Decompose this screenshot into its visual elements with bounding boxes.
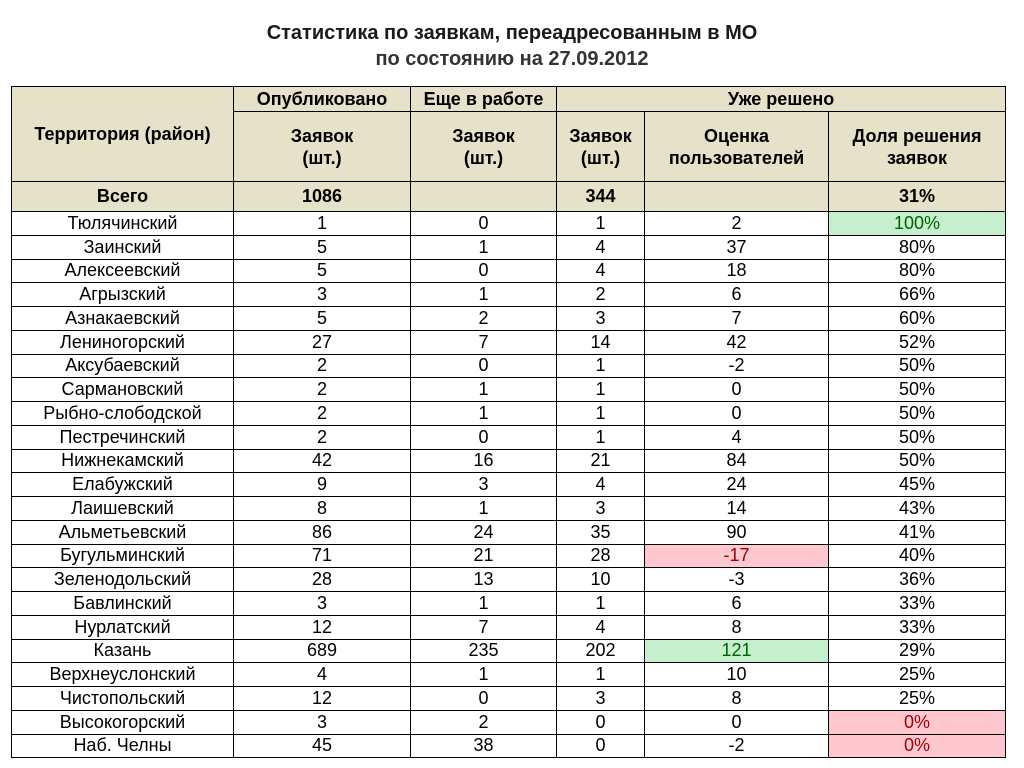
published-cell: 2: [234, 378, 411, 402]
published-cell: 27: [234, 330, 411, 354]
table-row: [12, 687, 1006, 711]
table-row: [12, 615, 1006, 639]
published-cell: 45: [234, 734, 411, 758]
solved-cell: 1: [557, 212, 645, 236]
territory-cell: Альметьевский: [12, 520, 234, 544]
solve-share-cell: 40%: [829, 544, 1006, 568]
user-rating-cell: -2: [645, 354, 829, 378]
in-progress-cell: 0: [411, 687, 557, 711]
solved-cell: 1: [557, 663, 645, 687]
in-progress-count-label: Заявок: [452, 125, 515, 146]
table-row: [12, 544, 1006, 568]
user-rating-cell: 7: [645, 307, 829, 331]
solve-share-cell: 36%: [829, 568, 1006, 592]
in-progress-cell: 3: [411, 473, 557, 497]
territory-cell: Верхнеуслонский: [12, 663, 234, 687]
user-rating-cell: 84: [645, 449, 829, 473]
user-rating-cell: 121: [645, 639, 829, 663]
user-rating-cell: 2: [645, 212, 829, 236]
user-rating-cell: -17: [645, 544, 829, 568]
published-cell: 3: [234, 592, 411, 616]
solved-cell: 3: [557, 497, 645, 521]
solve-share-cell: 50%: [829, 402, 1006, 426]
solve-share-cell: 25%: [829, 663, 1006, 687]
solve-share-cell: 43%: [829, 497, 1006, 521]
user-rating-header: [645, 112, 829, 182]
table-row: [12, 378, 1006, 402]
total-label: Всего: [12, 182, 234, 212]
total-rating: [645, 182, 829, 212]
solved-count-unit: (шт.): [580, 147, 621, 168]
published-cell: 4: [234, 663, 411, 687]
solved-cell: 4: [557, 473, 645, 497]
table-row: [12, 473, 1006, 497]
table-body: [12, 182, 1006, 758]
total-in-progress: [411, 182, 557, 212]
published-cell: 12: [234, 687, 411, 711]
published-cell: 689: [234, 639, 411, 663]
territory-cell: Тюлячинский: [12, 212, 234, 236]
table-row: [12, 663, 1006, 687]
territory-cell: Аксубаевский: [12, 354, 234, 378]
territory-cell: Высокогорский: [12, 710, 234, 734]
total-published: 1086: [234, 182, 411, 212]
in-progress-cell: 2: [411, 710, 557, 734]
table-row: [12, 354, 1006, 378]
user-rating-cell: 90: [645, 520, 829, 544]
table-row: [12, 235, 1006, 259]
territory-cell: Пестречинский: [12, 425, 234, 449]
solve-share-cell: 100%: [829, 212, 1006, 236]
table-row: [12, 283, 1006, 307]
solve-share-cell: 33%: [829, 592, 1006, 616]
user-rating-cell: 24: [645, 473, 829, 497]
table-row: [12, 592, 1006, 616]
user-rating-cell: 6: [645, 283, 829, 307]
in-progress-cell: 0: [411, 425, 557, 449]
solved-cell: 202: [557, 639, 645, 663]
in-progress-cell: 1: [411, 663, 557, 687]
published-cell: 2: [234, 402, 411, 426]
solve-share-cell: 29%: [829, 639, 1006, 663]
table-row: [12, 568, 1006, 592]
territory-cell: Нижнекамский: [12, 449, 234, 473]
table-row: [12, 259, 1006, 283]
page-subtitle: по состоянию на 27.09.2012: [375, 48, 649, 70]
territory-cell: Агрызский: [12, 283, 234, 307]
in-progress-cell: 2: [411, 307, 557, 331]
in-progress-header: Еще в работе: [411, 87, 557, 112]
solve-share-cell: 0%: [829, 734, 1006, 758]
user-rating-cell: 6: [645, 592, 829, 616]
in-progress-cell: 0: [411, 259, 557, 283]
territory-cell: Бавлинский: [12, 592, 234, 616]
solve-share-label-1: Доля решения: [852, 125, 982, 146]
published-cell: 1: [234, 212, 411, 236]
table-row: [12, 710, 1006, 734]
in-progress-cell: 235: [411, 639, 557, 663]
territory-cell: Азнакаевский: [12, 307, 234, 331]
territory-cell: Заинский: [12, 235, 234, 259]
solved-cell: 3: [557, 687, 645, 711]
solved-cell: 1: [557, 402, 645, 426]
solve-share-cell: 80%: [829, 259, 1006, 283]
table-row: [12, 330, 1006, 354]
published-cell: 5: [234, 259, 411, 283]
published-cell: 71: [234, 544, 411, 568]
territory-cell: Казань: [12, 639, 234, 663]
solved-cell: 3: [557, 307, 645, 331]
solved-cell: 14: [557, 330, 645, 354]
table-row: [12, 497, 1006, 521]
solve-share-cell: 41%: [829, 520, 1006, 544]
in-progress-cell: 1: [411, 592, 557, 616]
user-rating-cell: 0: [645, 378, 829, 402]
table-row: [12, 212, 1006, 236]
territory-header: Территория (район): [12, 87, 234, 182]
territory-cell: Лениногорский: [12, 330, 234, 354]
user-rating-cell: 10: [645, 663, 829, 687]
published-cell: 5: [234, 307, 411, 331]
user-rating-label-2: пользователей: [668, 147, 805, 168]
solve-share-cell: 50%: [829, 425, 1006, 449]
in-progress-cell: 1: [411, 235, 557, 259]
user-rating-label-1: Оценка: [704, 125, 769, 146]
in-progress-cell: 21: [411, 544, 557, 568]
solved-cell: 4: [557, 259, 645, 283]
solve-share-cell: 50%: [829, 354, 1006, 378]
in-progress-cell: 1: [411, 378, 557, 402]
published-header: Опубликовано: [234, 87, 411, 112]
table-row: [12, 734, 1006, 758]
in-progress-cell: 24: [411, 520, 557, 544]
table-row: [12, 425, 1006, 449]
in-progress-cell: 1: [411, 283, 557, 307]
published-cell: 2: [234, 425, 411, 449]
published-count-label: Заявок: [290, 125, 354, 146]
user-rating-cell: 18: [645, 259, 829, 283]
solved-count-label: Заявок: [569, 125, 632, 146]
solve-share-cell: 0%: [829, 710, 1006, 734]
solve-share-label-2: заявок: [886, 147, 948, 168]
total-row: [12, 182, 1006, 212]
published-cell: 86: [234, 520, 411, 544]
territory-cell: Бугульминский: [12, 544, 234, 568]
published-cell: 3: [234, 283, 411, 307]
in-progress-cell: 1: [411, 402, 557, 426]
page-title: Статистика по заявкам, переадресованным в МО: [266, 22, 758, 44]
table-header: [12, 87, 1006, 182]
solve-share-cell: 80%: [829, 235, 1006, 259]
solve-share-cell: 50%: [829, 449, 1006, 473]
territory-cell: Зеленодольский: [12, 568, 234, 592]
published-cell: 12: [234, 615, 411, 639]
published-cell: 9: [234, 473, 411, 497]
in-progress-cell: 0: [411, 212, 557, 236]
solved-cell: 35: [557, 520, 645, 544]
published-cell: 42: [234, 449, 411, 473]
published-count-header: [234, 112, 411, 182]
table-row: [12, 402, 1006, 426]
solved-cell: 0: [557, 734, 645, 758]
solve-share-cell: 60%: [829, 307, 1006, 331]
user-rating-cell: 14: [645, 497, 829, 521]
user-rating-cell: 4: [645, 425, 829, 449]
published-count-unit: (шт.): [302, 147, 342, 168]
total-share: 31%: [829, 182, 1006, 212]
published-cell: 2: [234, 354, 411, 378]
table-row: [12, 639, 1006, 663]
solve-share-cell: 66%: [829, 283, 1006, 307]
user-rating-cell: 0: [645, 710, 829, 734]
solve-share-cell: 45%: [829, 473, 1006, 497]
in-progress-count-header: [411, 112, 557, 182]
table-row: [12, 449, 1006, 473]
solved-cell: 0: [557, 710, 645, 734]
in-progress-cell: 16: [411, 449, 557, 473]
territory-cell: Сармановский: [12, 378, 234, 402]
table-row: [12, 520, 1006, 544]
solved-cell: 4: [557, 235, 645, 259]
solved-cell: 1: [557, 592, 645, 616]
published-cell: 28: [234, 568, 411, 592]
in-progress-cell: 7: [411, 615, 557, 639]
published-cell: 5: [234, 235, 411, 259]
solved-count-header: [557, 112, 645, 182]
solved-cell: 2: [557, 283, 645, 307]
in-progress-cell: 0: [411, 354, 557, 378]
solved-cell: 1: [557, 354, 645, 378]
solve-share-cell: 33%: [829, 615, 1006, 639]
header-row-1: [12, 87, 1006, 112]
in-progress-cell: 13: [411, 568, 557, 592]
solved-cell: 10: [557, 568, 645, 592]
user-rating-cell: 8: [645, 615, 829, 639]
territory-cell: Нурлатский: [12, 615, 234, 639]
territory-cell: Елабужский: [12, 473, 234, 497]
territory-cell: Лаишевский: [12, 497, 234, 521]
table-row: [12, 307, 1006, 331]
solve-share-cell: 25%: [829, 687, 1006, 711]
total-solved: 344: [557, 182, 645, 212]
territory-cell: Чистопольский: [12, 687, 234, 711]
solved-cell: 4: [557, 615, 645, 639]
solved-cell: 1: [557, 378, 645, 402]
in-progress-cell: 7: [411, 330, 557, 354]
territory-cell: Алексеевский: [12, 259, 234, 283]
solve-share-cell: 52%: [829, 330, 1006, 354]
requests-statistics-table: [11, 86, 1006, 758]
territory-cell: Рыбно-слободской: [12, 402, 234, 426]
solved-cell: 28: [557, 544, 645, 568]
user-rating-cell: -3: [645, 568, 829, 592]
in-progress-cell: 38: [411, 734, 557, 758]
published-cell: 8: [234, 497, 411, 521]
user-rating-cell: 42: [645, 330, 829, 354]
published-cell: 3: [234, 710, 411, 734]
user-rating-cell: -2: [645, 734, 829, 758]
in-progress-count-unit: (шт.): [463, 147, 504, 168]
user-rating-cell: 8: [645, 687, 829, 711]
solve-share-cell: 50%: [829, 378, 1006, 402]
solve-share-header: [829, 112, 1006, 182]
solved-cell: 1: [557, 425, 645, 449]
territory-cell: Наб. Челны: [12, 734, 234, 758]
user-rating-cell: 0: [645, 402, 829, 426]
solved-header: Уже решено: [557, 87, 1006, 112]
user-rating-cell: 37: [645, 235, 829, 259]
title-block: [0, 20, 1024, 72]
in-progress-cell: 1: [411, 497, 557, 521]
solved-cell: 21: [557, 449, 645, 473]
